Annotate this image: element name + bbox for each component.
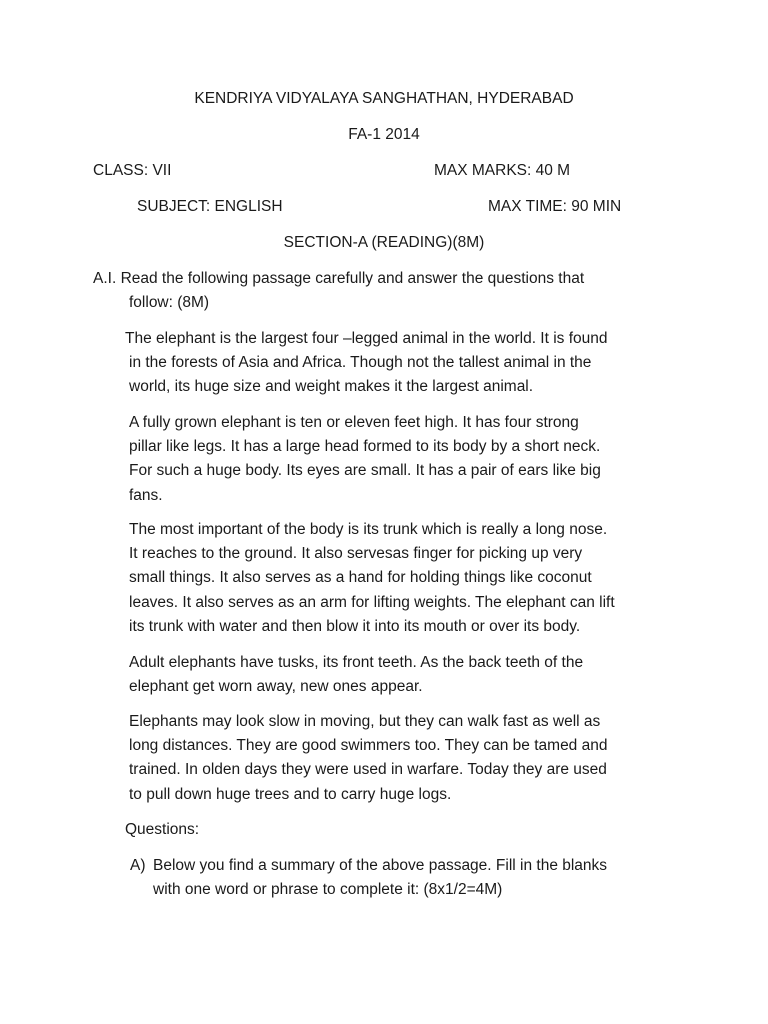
passage-line: It reaches to the ground. It also servesas finger for picking up very <box>129 545 583 563</box>
passage-line: Adult elephants have tusks, its front teeth. As the back teeth of the <box>129 654 584 671</box>
passage-line: The elephant is the largest four –legged animal in the world. It is found <box>125 330 608 347</box>
passage-paragraph-1 <box>125 327 659 400</box>
question-ai-line2: follow: (8M) <box>129 294 210 311</box>
passage-paragraph-5 <box>129 710 659 807</box>
passage-line: elephant get worn away, new ones appear. <box>129 678 423 696</box>
class-label: CLASS: VII <box>93 162 172 179</box>
passage-line: leaves. It also serves as an arm for lifting weights. The elephant can lift <box>129 593 615 611</box>
passage-line: A fully grown elephant is ten or eleven feet high. It has four strong <box>129 414 579 431</box>
passage-paragraph-4 <box>129 651 659 699</box>
passage-line: small things. It also serves as a hand for holding things like coconut <box>129 569 592 587</box>
school-name: KENDRIYA VIDYALAYA SANGHATHAN, HYDERABAD <box>194 90 574 107</box>
subject-label: SUBJECT: ENGLISH <box>137 198 283 215</box>
passage-line: its trunk with water and then blow it into its mouth or over its body. <box>129 617 581 635</box>
passage-line: fans. <box>129 486 163 504</box>
question-ai-line1: A.I. Read the following passage carefully and answer the questions that <box>93 270 585 287</box>
max-marks: MAX MARKS: 40 M <box>434 162 571 179</box>
max-time: MAX TIME: 90 MIN <box>488 198 622 215</box>
section-heading: SECTION-A (READING)(8M) <box>283 234 485 251</box>
passage-line: For such a huge body. Its eyes are small. It has a pair of ears like big <box>129 462 601 480</box>
passage-paragraph-3 <box>129 518 659 639</box>
questions-heading: Questions: <box>125 821 200 838</box>
exam-title: FA-1 2014 <box>348 126 420 143</box>
passage-line: Elephants may look slow in moving, but they can walk fast as well as <box>129 713 601 730</box>
passage-line: trained. In olden days they were used in warfare. Today they are used <box>129 761 607 779</box>
question-a-line1: Below you find a summary of the above passage. Fill in the blanks <box>153 857 608 874</box>
passage-line: in the forests of Asia and Africa. Though not the tallest animal in the <box>129 354 592 372</box>
question-a-label: A) <box>130 857 146 874</box>
passage-line: The most important of the body is its trunk which is really a long nose. <box>129 521 608 538</box>
passage-paragraph-2 <box>129 411 659 508</box>
question-a-line2: with one word or phrase to complete it: (8x1/2=4M) <box>153 881 503 898</box>
passage-line: pillar like legs. It has a large head formed to its body by a short neck. <box>129 438 601 456</box>
passage-line: world, its huge size and weight makes it the largest animal. <box>129 378 534 396</box>
passage-line: to pull down huge trees and to carry huge logs. <box>129 785 452 803</box>
passage-line: long distances. They are good swimmers too. They can be tamed and <box>129 737 608 755</box>
